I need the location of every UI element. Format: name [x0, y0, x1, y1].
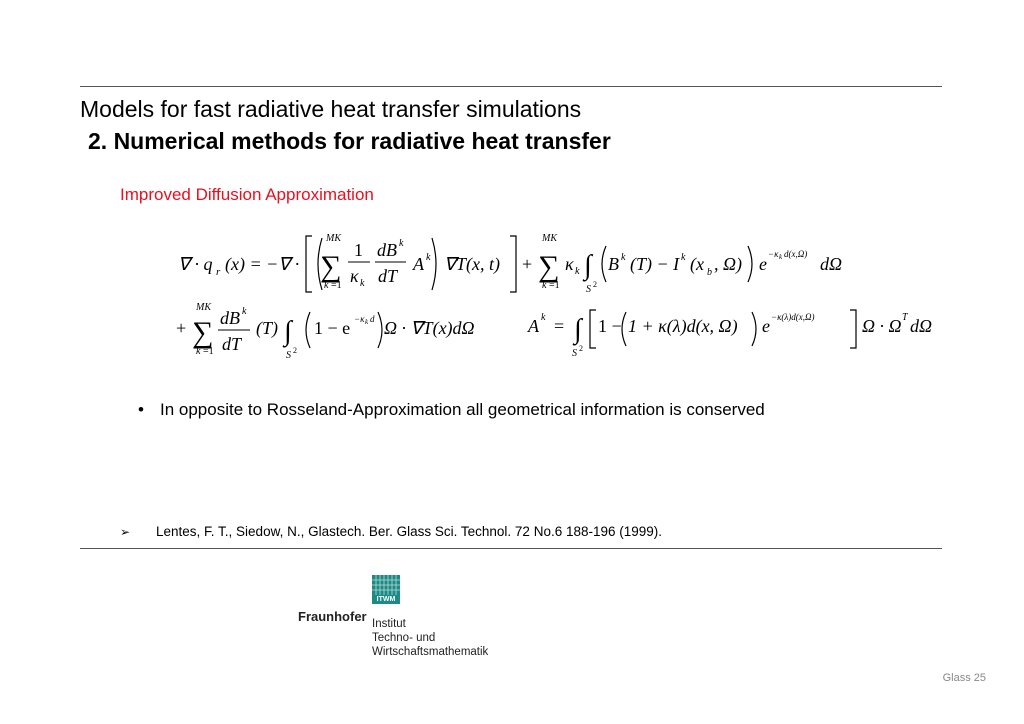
svg-text:d(x,Ω): d(x,Ω)	[784, 249, 808, 259]
svg-text:e: e	[759, 254, 767, 274]
svg-text:1 −: 1 −	[598, 316, 622, 336]
svg-text:2: 2	[293, 346, 297, 355]
logo-brand: Fraunhofer	[298, 609, 367, 624]
svg-text:e: e	[762, 316, 770, 336]
svg-text:A: A	[413, 254, 424, 274]
svg-text:−κ(λ)d(x,Ω): −κ(λ)d(x,Ω)	[771, 312, 815, 322]
svg-text:k: k	[242, 306, 247, 317]
svg-text:, Ω): , Ω)	[714, 254, 743, 274]
svg-text:=1: =1	[549, 280, 560, 291]
svg-text:κ: κ	[565, 254, 574, 274]
svg-text:k: k	[196, 346, 201, 357]
svg-text:k: k	[681, 252, 686, 263]
svg-text:=1: =1	[203, 346, 214, 357]
svg-text:Ω · ∇T(x)dΩ: Ω · ∇T(x)dΩ	[384, 318, 475, 338]
svg-text:∑: ∑	[538, 250, 560, 283]
institute-line: Wirtschaftsmathematik	[372, 646, 489, 658]
svg-text:(x) = −∇ ·: (x) = −∇ ·	[225, 254, 300, 274]
svg-text:b: b	[707, 267, 712, 278]
svg-text:(x: (x	[690, 254, 704, 274]
svg-text:∫: ∫	[574, 314, 582, 345]
equation-heat-flux	[170, 228, 870, 300]
svg-text:1: 1	[354, 240, 363, 260]
logo-institute	[372, 617, 488, 659]
svg-text:k: k	[541, 312, 546, 323]
svg-text:k: k	[426, 252, 431, 263]
equation-continuation	[170, 298, 510, 368]
svg-text:dT: dT	[378, 266, 398, 286]
svg-text:2: 2	[579, 344, 583, 353]
svg-text:∇ · q: ∇ · q	[178, 254, 213, 274]
svg-text:1 + κ(λ)d(x, Ω): 1 + κ(λ)d(x, Ω)	[628, 316, 738, 336]
svg-text:(T): (T)	[256, 318, 278, 338]
top-rule	[80, 86, 942, 87]
svg-text:−κ: −κ	[354, 314, 365, 324]
institute-line: Institut	[372, 618, 406, 630]
svg-text:1 − e: 1 − e	[314, 318, 351, 338]
svg-text:∫: ∫	[284, 316, 292, 347]
reference-text: Lentes, F. T., Siedow, N., Glastech. Ber. Glass Sci. Technol. 72 No.6 188-196 (1999).	[156, 524, 663, 539]
bullet-dot-icon: •	[138, 400, 144, 419]
svg-text:k: k	[365, 318, 369, 326]
subtitle: Improved Diffusion Approximation	[120, 185, 374, 204]
svg-text:∑: ∑	[192, 316, 214, 349]
svg-text:dB: dB	[377, 240, 397, 260]
svg-text:=: =	[554, 316, 565, 336]
svg-text:−κ: −κ	[768, 249, 779, 259]
svg-text:+: +	[522, 254, 533, 274]
svg-text:κ: κ	[350, 266, 359, 286]
section-title: 2. Numerical methods for radiative heat transfer	[88, 128, 611, 154]
svg-text:S: S	[586, 284, 591, 295]
svg-text:k: k	[779, 253, 783, 261]
svg-text:dΩ: dΩ	[910, 316, 933, 336]
page-title: Models for fast radiative heat transfer simulations	[80, 96, 582, 122]
svg-text:S: S	[286, 350, 291, 361]
svg-text:S: S	[572, 348, 577, 359]
arrowhead-icon: ➢	[120, 525, 131, 539]
bullet-item	[138, 400, 765, 420]
equation-A-k	[522, 298, 952, 368]
svg-text:k: k	[324, 280, 329, 291]
svg-text:k: k	[621, 252, 626, 263]
reference	[120, 524, 662, 539]
svg-text:MK: MK	[196, 302, 211, 313]
svg-text:+: +	[176, 318, 187, 338]
svg-text:k: k	[360, 278, 365, 289]
svg-text:=1: =1	[331, 280, 342, 291]
svg-text:dΩ: dΩ	[820, 254, 843, 274]
svg-text:k: k	[575, 266, 580, 277]
page-number: Glass 25	[942, 672, 986, 684]
institute-line: Techno- und	[372, 632, 436, 644]
svg-text:MK: MK	[542, 233, 557, 244]
svg-text:∫: ∫	[584, 250, 592, 281]
svg-text:MK: MK	[326, 233, 341, 244]
svg-text:k: k	[542, 280, 547, 291]
svg-text:∑: ∑	[320, 250, 342, 283]
bottom-rule	[80, 548, 942, 549]
svg-text:∇T(x, t): ∇T(x, t)	[444, 254, 501, 274]
svg-text:B: B	[608, 254, 619, 274]
svg-text:A: A	[528, 316, 539, 336]
fraunhofer-logo	[298, 575, 518, 665]
svg-text:dT: dT	[222, 334, 242, 354]
logo-grid-icon	[372, 575, 400, 595]
svg-text:2: 2	[593, 280, 597, 289]
svg-text:r: r	[216, 266, 221, 278]
svg-text:dB: dB	[220, 308, 240, 328]
svg-text:T: T	[902, 312, 908, 323]
svg-text:d: d	[370, 314, 375, 324]
bullet-text: In opposite to Rosseland-Approximation all geometrical information is conserved	[160, 400, 765, 419]
svg-text:(T) − I: (T) − I	[630, 254, 680, 274]
svg-text:Ω · Ω: Ω · Ω	[862, 316, 902, 336]
svg-text:k: k	[399, 238, 404, 249]
logo-badge: ITWM	[372, 595, 400, 604]
